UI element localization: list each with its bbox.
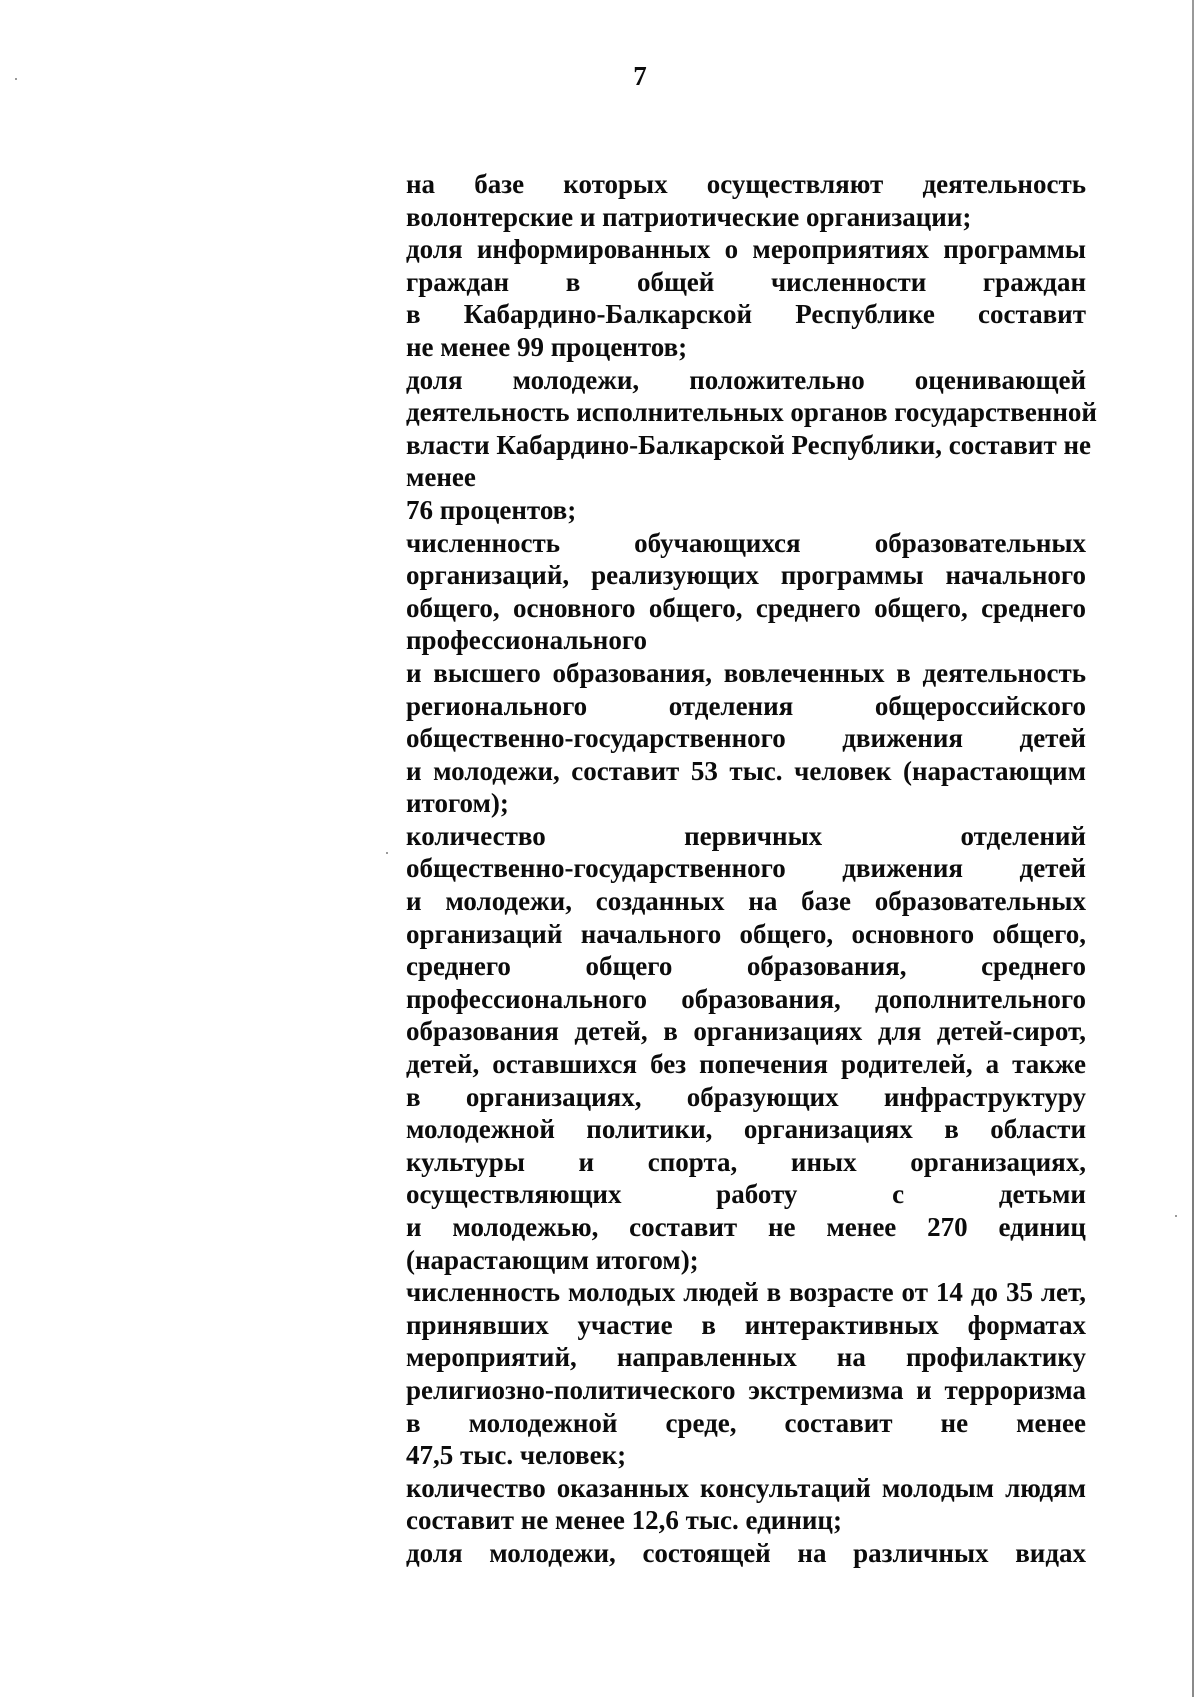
scan-edge-shadow xyxy=(1192,0,1194,1697)
text-line: в молодежной среде, составит не менее xyxy=(406,1407,1086,1438)
text-line: менее xyxy=(406,462,476,493)
text-line: численность обучающихся образовательных xyxy=(406,527,1086,558)
text-line: власти Кабардино-Балкарской Республики, составит не xyxy=(406,429,1091,460)
text-line: в Кабардино-Балкарской Республике составит xyxy=(406,299,1086,330)
text-line: на базе которых осуществляют деятельность xyxy=(406,169,1086,199)
scan-speck xyxy=(1175,1215,1177,1217)
text-line: общественно-государственного движения детей xyxy=(406,723,1086,754)
text-line: доля молодежи, состоящей на различных видах xyxy=(406,1537,1086,1568)
text-line: не менее 99 процентов; xyxy=(406,331,688,362)
text-line: граждан в общей численности граждан xyxy=(406,266,1086,297)
text-line: 76 процентов; xyxy=(406,494,577,525)
text-line: общего, основного общего, среднего общего, среднего xyxy=(406,592,1086,623)
body-text xyxy=(406,168,1097,1570)
text-line: культуры и спорта, иных организациях, xyxy=(406,1146,1086,1177)
text-line: деятельность исполнительных органов государственной xyxy=(406,397,1097,428)
text-line: регионального отделения общероссийского xyxy=(406,690,1086,721)
text-line: составит не менее 12,6 тыс. единиц; xyxy=(406,1505,842,1536)
text-line: мероприятий, направленных на профилактику xyxy=(406,1342,1086,1373)
text-line: организаций начального общего, основного общего, xyxy=(406,918,1086,949)
text-line: общественно-государственного движения детей xyxy=(406,853,1086,884)
scan-speck xyxy=(386,852,388,854)
text-line: образования детей, в организациях для детей-сирот, xyxy=(406,1016,1086,1047)
text-line: 47,5 тыс. человек; xyxy=(406,1440,627,1471)
page-number: 7 xyxy=(633,61,647,91)
text-line: количество первичных отделений xyxy=(406,820,1086,851)
text-line: молодежной политики, организациях в области xyxy=(406,1114,1086,1145)
text-line: и молодежью, составит не менее 270 единиц xyxy=(406,1212,1086,1242)
text-line: и молодежи, составит 53 тыс. человек (нарастающим xyxy=(406,755,1086,786)
text-line: религиозно-политического экстремизма и терроризма xyxy=(406,1374,1086,1405)
text-line: организаций, реализующих программы начального xyxy=(406,560,1086,591)
text-line: принявших участие в интерактивных форматах xyxy=(406,1309,1086,1340)
text-line: и высшего образования, вовлеченных в деятельность xyxy=(406,657,1086,688)
text-line: численность молодых людей в возрасте от 14 до 35 лет, xyxy=(406,1277,1086,1308)
text-line: среднего общего образования, среднего xyxy=(406,951,1086,982)
text-line: количество оказанных консультаций молодым людям xyxy=(406,1472,1086,1503)
text-line: осуществляющих работу с детьми xyxy=(406,1179,1086,1210)
text-line: в организациях, образующих инфраструктуру xyxy=(406,1081,1086,1112)
text-line: волонтерские и патриотические организации; xyxy=(406,201,972,232)
text-line: детей, оставшихся без попечения родителей, а также xyxy=(406,1049,1086,1080)
text-line: итогом); xyxy=(406,788,509,819)
text-line: (нарастающим итогом); xyxy=(406,1244,699,1275)
text-line: и молодежи, созданных на базе образовательных xyxy=(406,886,1086,917)
text-line: доля информированных о мероприятиях программы xyxy=(406,234,1086,265)
text-line: доля молодежи, положительно оценивающей xyxy=(406,364,1086,395)
text-line: профессионального xyxy=(406,625,647,656)
text-line: профессионального образования, дополнительного xyxy=(406,983,1086,1014)
